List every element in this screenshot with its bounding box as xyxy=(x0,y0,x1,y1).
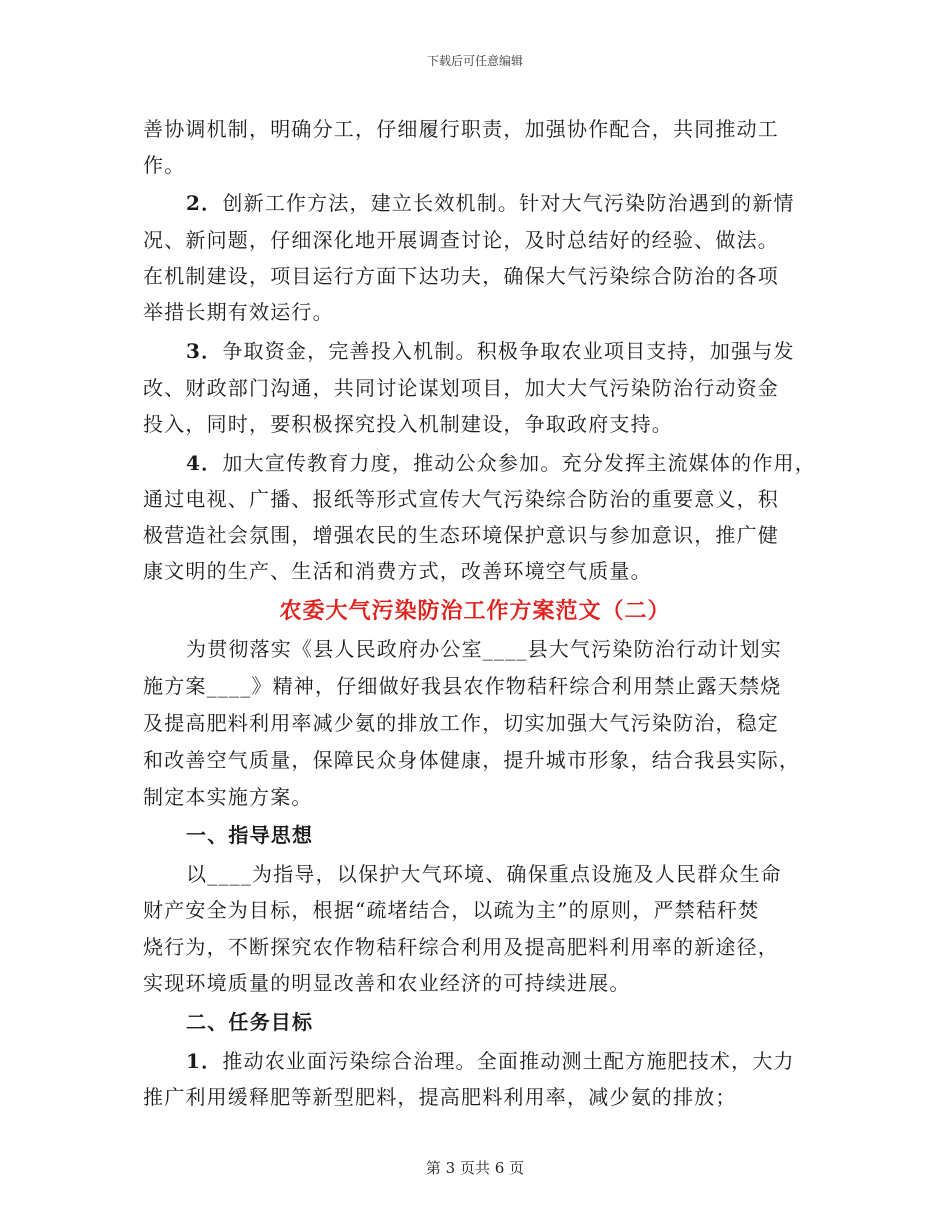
heading-task-goals: 二、任务目标 xyxy=(186,1010,314,1034)
paragraph-line: 烧行为，不断探究农作物秸秆综合利用及提高肥料利用率的新途径， xyxy=(143,935,779,959)
paragraph-line: 和改善空气质量，保障民众身体健康，提升城市形象，结合我县实际， xyxy=(143,748,801,772)
paragraph-line: 实现环境质量的明显改善和农业经济的可持续进展。 xyxy=(143,971,631,995)
list-item-3 xyxy=(186,337,866,365)
paragraph-line: 在机制建设，项目运行方面下达功夫，确保大气污染综合防治的各项 xyxy=(143,264,779,288)
paragraph-line: 投入，同时，要积极探究投入机制建设，争取政府支持。 xyxy=(143,412,673,436)
heading-guiding-ideology: 一、指导思想 xyxy=(186,823,314,847)
paragraph-line: 通过电视、广播、报纸等形式宣传大气污染综合防治的重要意义，积 xyxy=(143,487,779,511)
paragraph-line: 况、新问题，仔细深化地开展调查讨论，及时总结好的经验、做法。 xyxy=(143,228,779,252)
item-text: 加大宣传教育力度，推动公众参加。充分发挥主流媒体的作用， xyxy=(222,451,816,475)
paragraph-line: 为贯彻落实《县人民政府办公室____县大气污染防治行动计划实 xyxy=(186,637,782,661)
paragraph-line: 施方案____》精神，仔细做好我县农作物秸秆综合利用禁止露天禁烧 xyxy=(143,674,782,698)
paragraph-line: 推广利用缓释肥等新型肥料，提高肥料利用率，减少氨的排放； xyxy=(143,1085,737,1109)
item-text: 推动农业面污染综合治理。全面推动测土配方施肥技术，大力 xyxy=(222,1049,795,1073)
item-number: 2． xyxy=(186,191,223,215)
paragraph-line: 以____为指导，以保护大气环境、确保重点设施及人民群众生命 xyxy=(186,862,782,886)
item-number: 1． xyxy=(186,1049,223,1073)
item-number: 4． xyxy=(186,451,223,475)
page-footer: 第 3 页共 6 页 xyxy=(425,1159,525,1177)
paragraph-line: 财产安全为目标，根据“疏堵结合，以疏为主”的原则，严禁秸秆焚 xyxy=(143,898,760,922)
paragraph-line: 作。 xyxy=(143,153,186,177)
paragraph-line: 极营造社会氛围，增强农民的生态环境保护意识与参加意识，推广健 xyxy=(143,523,779,547)
section-title: 农委大气污染防治工作方案范文（二） xyxy=(279,598,671,624)
paragraph-line: 举措长期有效运行。 xyxy=(143,300,334,324)
list-item-4 xyxy=(186,449,866,477)
item-text: 创新工作方法，建立长效机制。针对大气污染防治遇到的新情 xyxy=(222,191,795,215)
list-item-task-1 xyxy=(186,1047,866,1075)
list-item-2 xyxy=(186,189,866,217)
paragraph-line: 及提高肥料利用率减少氨的排放工作，切实加强大气污染防治，稳定 xyxy=(143,711,779,735)
paragraph-line: 善协调机制，明确分工，仔细履行职责，加强协作配合，共同推动工 xyxy=(143,117,779,141)
paragraph-line: 改、财政部门沟通，共同讨论谋划项目，加大大气污染防治行动资金 xyxy=(143,376,779,400)
paragraph-line: 制定本实施方案。 xyxy=(143,785,313,809)
paragraph-line: 康文明的生产、生活和消费方式，改善环境空气质量。 xyxy=(143,559,652,583)
item-text: 争取资金，完善投入机制。积极争取农业项目支持，加强与发 xyxy=(222,339,795,363)
page-header: 下载后可任意编辑 xyxy=(426,54,523,68)
item-number: 3． xyxy=(186,339,223,363)
